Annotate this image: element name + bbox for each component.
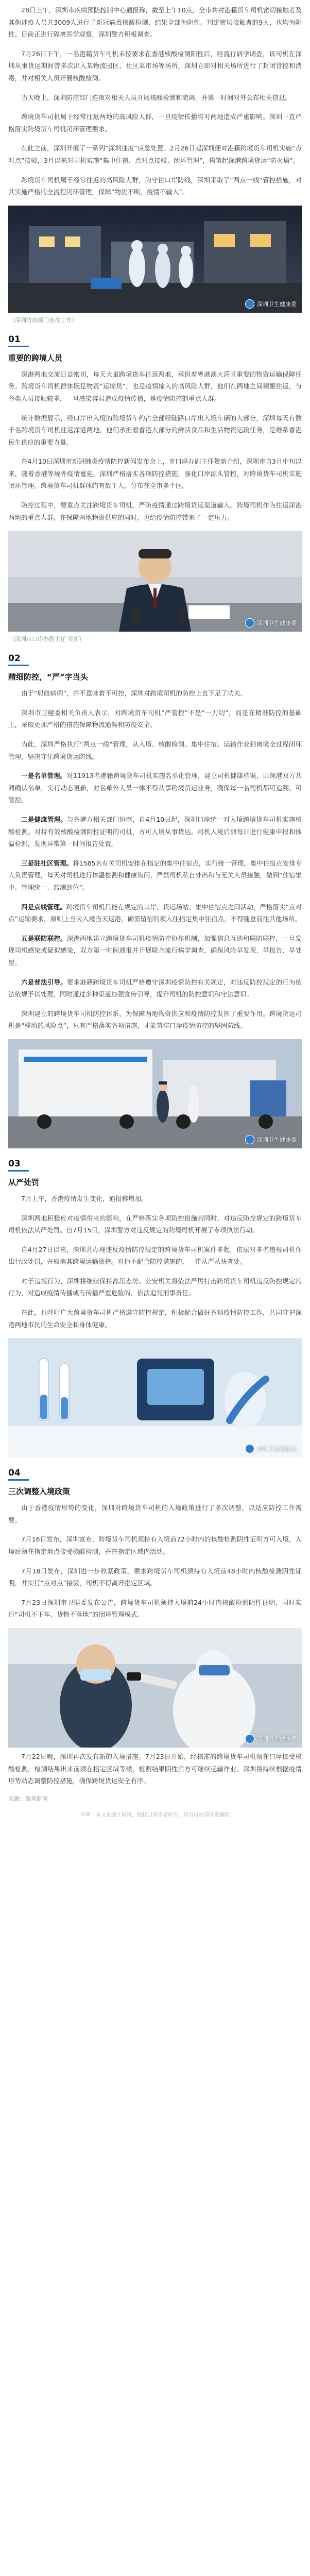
section-number: 02 xyxy=(8,653,21,664)
photo-watermark xyxy=(245,1734,297,1743)
photo-checkpoint-image xyxy=(8,1039,302,1148)
watermark-text: 深圳卫生健康委 xyxy=(257,1136,297,1143)
watermark-text: 深圳卫生健康委 xyxy=(257,1736,297,1742)
photo-lab xyxy=(8,1338,302,1458)
section-title: 从严处罚 xyxy=(8,1177,40,1187)
section-paragraph: 7月18日发布，深圳进一步收紧政策，要求跨境货车司机须持有入境前48小时内核酸检测阴性证明，并实行“点对点”接驳，司机不得离开指定区域。 xyxy=(8,1567,302,1587)
measure-paragraph xyxy=(8,770,302,806)
measure-lead: 五是联防联控。 xyxy=(21,934,67,942)
measure-paragraph xyxy=(8,814,302,850)
photo-watermark xyxy=(245,1444,297,1453)
section-paragraph: 为此，深圳严格执行“两点一线”管理，从入境、核酸检测、集中住宿、运输作业到离境全过程闭环管理，坚决守住跨境货运防线。 xyxy=(8,740,302,760)
photo-watermark xyxy=(245,618,297,628)
measure-text: 跨境货车司机只能在规定的口岸、货运场站、集中住宿点之间活动，严格落实“点对点”运输要求，原则上当天入境当天返港，确需留宿的须入住指定集中住宿点，不得随意前往其他场所。 xyxy=(8,903,302,923)
section-title: 精细防控，“严”字当头 xyxy=(8,672,88,682)
section-paragraph: 深圳建立的跨境货车司机防控体系，为保障两地物资供应和疫情防控发挥了重要作用。跨境货运司机是“移动的风险点”，只有严格落实各项措施，才能筑牢口岸疫情防控的坚固防线。 xyxy=(8,1009,302,1030)
photo-lab-image xyxy=(8,1338,302,1458)
measure-paragraph xyxy=(8,976,302,1001)
section-paragraph: 自4月27日以来，深圳共办理违反疫情防控规定的跨境货车司机案件多起，依法对多名违规司机作出行政处罚，并取消其跨境运输资格。对拒不配合防控措施的，一律从严从快查处。 xyxy=(8,1245,302,1266)
measure-paragraph xyxy=(8,857,302,894)
section-divider xyxy=(8,346,29,347)
measure-lead: 四是点线管理。 xyxy=(21,903,66,911)
section-paragraph: 对于违规行为，深圳将继续保持高压态势。公安机关将依法严厉打击跨境货车司机违反防控规定的行为，对造成疫情传播或有传播严重危险的，依法追究刑事责任。 xyxy=(8,1277,302,1297)
measure-text: 要求港籍跨境货车司机严格遵守深圳疫情防控有关规定，对违反防控规定的行为依法依规予以处理，同时通过多种渠道加强宣传引导，提升司机的防控意识和守法意识。 xyxy=(8,978,302,998)
measure-lead: 二是健康管理。 xyxy=(21,816,67,823)
photo-caption: （深圳防疫部门连夜工作） xyxy=(9,316,77,324)
intro-paragraph: 当天晚上，深圳防控部门连夜对相关人员开展核酸检测和流调，并第一时间对外公布相关信息。 xyxy=(21,93,292,101)
section-paragraph: 由于“船舱病例”，并不意味着不可控，深圳对跨境司机的防控上也下足了功夫。 xyxy=(21,689,247,698)
measure-paragraph xyxy=(8,901,302,925)
section-number: 04 xyxy=(8,1468,21,1479)
section-paragraph: 在4月10日深圳市新冠肺炎疫情防控新闻发布会上，市口岸办副主任贺新介绍，深圳市自3月中旬以来，随着香港等境外疫情蔓延，深圳严格落实各项防控措施，强化口岸源头管控，对跨境货车司机实施闭环管理。跨境货车司机群体约有数千人，分布在全市多个区。 xyxy=(8,457,302,490)
photo-temperature-check xyxy=(8,1628,302,1748)
article xyxy=(0,4,310,1818)
section-paragraph: 防控过程中，要重点关注跨境货车司机，严防疫情通过跨境货运渠道输入。跨境司机作为往返深港两地的重点人群，在保障两地物资供应的同时，也给疫情防控带来了一定压力。 xyxy=(8,501,302,521)
watermark-text: 深圳卫生健康委 xyxy=(257,620,297,627)
photo-watermark xyxy=(245,299,297,309)
measure-text: 对11913名港籍跨境货车司机实施名单化管理，建立司机健康档案，由深港双方共同确认名单，实行动态更新，对名单外人员一律不得从事跨境货运业务，确保每一名司机都可追溯、可管控。 xyxy=(8,772,302,804)
wechat-account-logo-icon xyxy=(245,1135,254,1144)
photo-checkpoint xyxy=(8,1039,302,1148)
section-paragraph: 7月23日深圳市卫健委发布公告，跨境货车司机须持入境前24小时内核酸检测阴性证明，同时实行“司机不下车、货物不落地”的闭环管理模式。 xyxy=(8,1598,302,1619)
section-paragraph: 7月上午，香港疫情发生变化，通报称增加。 xyxy=(21,1194,148,1202)
article-source: 来源：深圳新闻 xyxy=(8,1795,48,1802)
section-paragraph: 7月16日发布，深圳宣布，跨境货车司机须持有入境前72小时内的核酸检测阴性证明方可入境，入境后须在指定地点接受核酸检测，并在指定区域内活动。 xyxy=(8,1535,302,1556)
intro-paragraph: 跨境货车司机属于经常往返的高风险人群，为守住口岸防线，深圳采取了“两点一线”管控措施，对其实施严格的全流程闭环管理，保障“物流不断，疫情不输入”。 xyxy=(8,176,302,196)
section-paragraph: 深港两地交流日益密切，每天大量跨境货车往返两地，承担着粤港澳大湾区重要的物资运输保障任务。跨境货车司机群体既是物资“运输员”，也是疫情输入的高风险人群，他们在两地之间频繁往返，与各类人员接触较多，一旦感染容易造成疫情传播，是疫情防控的重点人群。 xyxy=(8,370,302,402)
section-divider xyxy=(8,665,29,666)
section-paragraph: 深圳市卫健委相关负责人表示，对跨境货车司机“严管控”不是“一刀切”，而是在精准防控的基础上，采取更加严格的措施保障物流通畅和防疫安全。 xyxy=(8,708,302,729)
section-paragraph: 在此，也呼吁广大跨境货车司机严格遵守防控规定，积极配合做好各项疫情防控工作，共同守护深港两地市民的生命安全和身体健康。 xyxy=(8,1309,302,1329)
section-paragraph: 统计数据显示，经口岸出入境的跨境货车约占全部经陆路口岸出入境车辆的大部分，深圳每天有数千名跨境货车司机往返深港两地，他们承担着香港大部分的鲜活食品和生活物资运输任务，是维系香港民生供应的重要力量。 xyxy=(8,414,302,446)
measure-lead: 一是名单管理。 xyxy=(21,772,67,780)
photo-night-response-image xyxy=(8,206,302,313)
intro-paragraph: 在此之前，深圳开展了一系列“深圳速度”应急处置。2月26日起深圳便对港籍跨境货车司机实施“点对点”接驳，3月以来对司机实施“集中住宿、点对点接驳、闭环管理”，构筑起深港跨境货运“防火墙”。 xyxy=(8,144,302,164)
intro-paragraph: 7月26日下午，一名港籍货车司机未按要求在香港核酸检测阳性后，经流行病学调查，该司机在深圳从事货运期间曾多次出入某物流园区、社区菜市场等场所，深圳立即对相关场所进行了封闭管控和消毒，并对相关人员开展核酸检测。 xyxy=(8,49,302,82)
photo-night-response xyxy=(8,206,302,313)
intro-paragraph: 跨境货车司机属于经常往返两地的高风险人群，一旦疫情传播将对两地造成严重影响。深圳一直严格落实跨境货车司机闭环管理要求。 xyxy=(8,113,302,133)
watermark-text: 深圳卫生健康委 xyxy=(257,1446,297,1453)
measure-text: 深港两地建立跨境货车司机疫情防控协作机制，加强信息互通和联防联控，一旦发现司机感染或疑似感染，双方第一时间通报并开展联合流行病学调查，确保风险早发现、早报告、早处置。 xyxy=(8,934,302,967)
wechat-account-logo-icon xyxy=(245,1444,254,1453)
section-paragraph: 由于香港疫情形势的变化，深圳对跨境货车司机的入境政策进行了多次调整，以适应防控工作需要。 xyxy=(8,1504,302,1524)
wechat-account-logo-icon xyxy=(245,618,254,628)
section-title: 重要的跨境人员 xyxy=(8,353,63,363)
measure-lead: 三是驻社区管理。 xyxy=(21,859,73,867)
section-divider xyxy=(8,1479,29,1481)
section-number: 01 xyxy=(8,334,21,345)
section-title: 三次调整入境政策 xyxy=(8,1487,71,1497)
wechat-account-logo-icon xyxy=(245,1734,254,1743)
photo-official-image xyxy=(8,531,302,632)
section-paragraph: 深圳两地积极应对疫情带来的影响，在严格落实各项防控措施的同时，对违反防控规定的跨境货车司机依法从严处罚。自7月15日，深圳警方对违反规定的跨境司机开展了专项执法行动。 xyxy=(8,1214,302,1234)
photo-watermark xyxy=(245,1135,297,1144)
measure-text: 与各港方相关部门协商，自4月10日起，深圳口岸统一对入境跨境货车司机实施核酸检测。对持有效核酸检测阴性证明的司机，方可入境从事货运。司机入境后须每日进行健康申报和体温检测，发现异常第一时间报告处置。 xyxy=(8,816,302,848)
measure-lead: 六是普法引导。 xyxy=(21,978,67,986)
wechat-account-logo-icon xyxy=(245,299,254,309)
section-paragraph: 7月22日晚，深圳再次发布新的入境措施。7月23日开始，经核准的跨境货车司机须在口岸接受核酸检测，检测结果出来前须在指定区域等候，检测结果阴性后方可继续运输作业。深圳将持续根据疫情形势动态调整防控措施，确保跨境货运安全有序。 xyxy=(8,1753,302,1785)
copyright-notice: 声明：本文来源于网络，版权归原作者所有，如有侵权请联系删除 xyxy=(8,1806,302,1818)
photo-temperature-check-image xyxy=(8,1628,302,1748)
measure-text: 将1585名有关司机安排在指定的集中住宿点，实行统一管理，集中住宿点安排专人负责管理，每天对司机进行体温检测和健康询问，严禁司机私自外出和与无关人员接触，做到“住宿集中、管理统一、监测到位”。 xyxy=(8,859,302,891)
section-number: 03 xyxy=(8,1158,21,1169)
section-divider xyxy=(8,1170,29,1172)
measure-paragraph xyxy=(8,933,302,969)
intro-paragraph: 28日上午，深圳市疾病预防控制中心通报称，截至上午10点，全市共对港籍货车司机密切接触者及其他涉疫人员共3009人进行了新冠病毒核酸检测，结果全部为阴性。判定密切接触者的9人，也均为阴性。目前正进行隔离医学观察，深圳警方积极调查。 xyxy=(8,6,302,39)
watermark-text: 深圳卫生健康委 xyxy=(257,300,297,308)
photo-caption: （深圳市口岸办副主任 贺新） xyxy=(9,636,85,643)
photo-official xyxy=(8,531,302,632)
